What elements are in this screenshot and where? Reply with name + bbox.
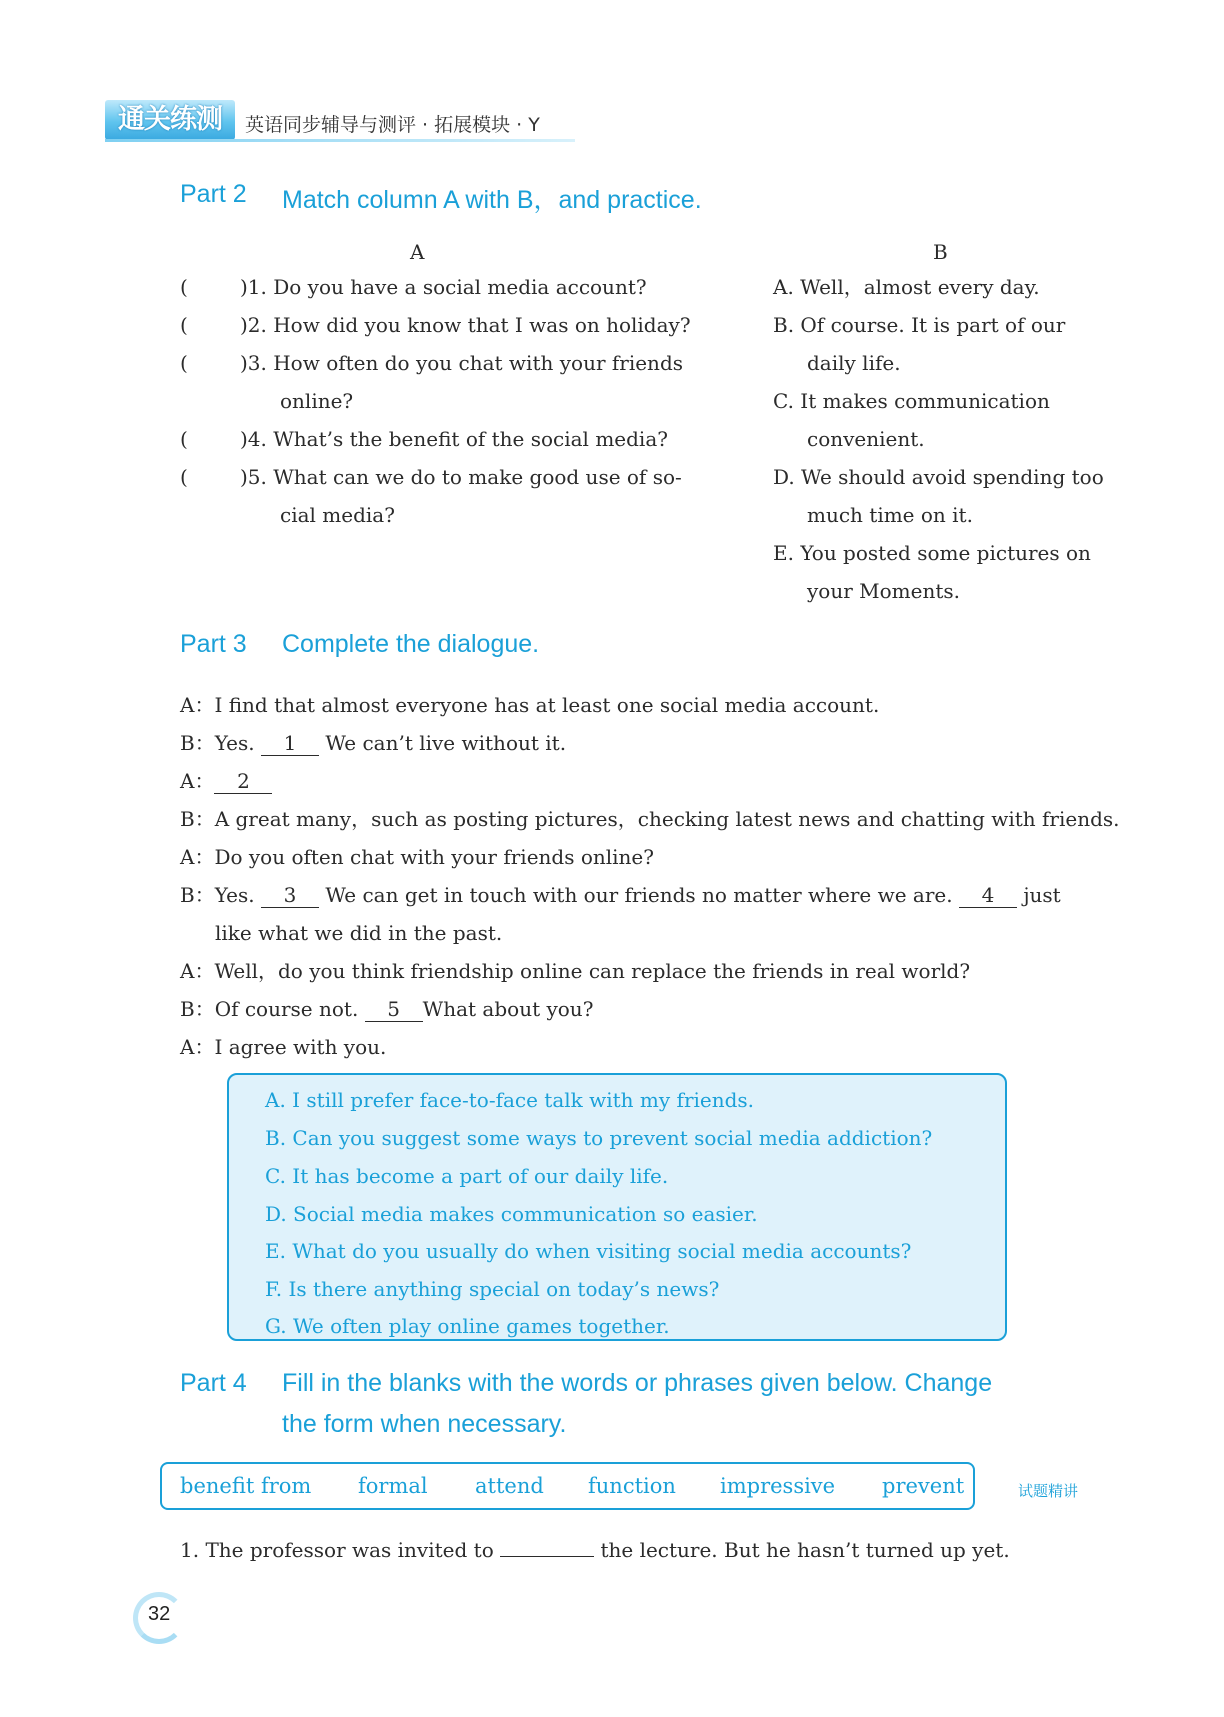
word-prevent: prevent [882,1474,965,1498]
question-2: )2. How did you know that I was on holiday? [240,313,691,337]
answer-paren-3: ( [180,351,188,375]
option-b: B. Can you suggest some ways to prevent social media addiction? [265,1126,933,1150]
question-text: 1. The professor was invited to [180,1538,501,1562]
part4-blank-1[interactable] [500,1556,594,1557]
word-bank-box [160,1462,975,1510]
blank-5[interactable]: 5 [365,997,423,1022]
answer-paren-4: ( [180,427,188,451]
part2-number: Part 2 [180,180,247,208]
option-f: F. Is there anything special on today’s news? [265,1277,720,1301]
dialogue-text: We can get in touch with our friends no matter where we are. [318,883,959,907]
dialogue-text: B：Yes. [180,731,261,755]
question-3: )3. How often do you chat with your friends [240,351,684,375]
dialogue-text: What about you? [422,997,594,1021]
answer-paren-5: ( [180,465,188,489]
dialogue-line-7: like what we did in the past. [215,921,503,945]
option-e: E. What do you usually do when visiting social media accounts? [265,1239,912,1263]
dialogue-text: B：Of course not. [180,997,365,1021]
dialogue-text: We can’t live without it. [318,731,567,755]
word-impressive: impressive [720,1474,836,1498]
answer-paren-2: ( [180,313,188,337]
dialogue-line-1: A：I find that almost everyone has at least one social media account. [180,693,880,717]
dialogue-line-6 [180,877,1061,913]
word-function: function [588,1474,676,1498]
answer-paren-1: ( [180,275,188,299]
option-c: C. It has become a part of our daily life. [265,1164,669,1188]
question-3-cont: online? [280,389,354,413]
column-a-heading: A [410,240,425,264]
dialogue-line-4: B：A great many，such as posting pictures，checking latest news and chatting with friends. [180,807,1120,831]
part4-number: Part 4 [180,1369,247,1397]
book-subtitle: 英语同步辅导与测评 · 拓展模块 · Y [245,114,540,136]
explanation-link[interactable]: 试题精讲 [1018,1482,1079,1500]
question-5: )5. What can we do to make good use of so- [240,465,682,489]
dialogue-line-10: A：I agree with you. [180,1035,387,1059]
word-attend: attend [475,1474,544,1498]
word-benefit-from: benefit from [180,1474,312,1498]
part4-heading-cont: the form when necessary. [282,1410,567,1438]
blank-2[interactable]: 2 [214,769,272,794]
word-formal: formal [358,1474,428,1498]
dialogue-line-5: A：Do you often chat with your friends online? [180,845,654,869]
answer-b: B. Of course. It is part of our [773,313,1066,337]
dialogue-options-box [227,1073,1007,1341]
part4-question-1 [180,1532,1010,1568]
answer-d-cont: much time on it. [807,503,973,527]
part3-heading: Complete the dialogue. [282,630,540,658]
dialogue-text: B：Yes. [180,883,261,907]
dialogue-text: A： [180,769,215,793]
part3-number: Part 3 [180,630,247,658]
part4-heading: Fill in the blanks with the words or phrases given below. Change [282,1369,993,1397]
question-1: )1. Do you have a social media account? [240,275,647,299]
question-5-cont: cial media? [280,503,395,527]
dialogue-line-2 [180,725,566,761]
blank-1[interactable]: 1 [261,731,319,756]
blank-3[interactable]: 3 [261,883,319,908]
dialogue-text: just [1016,883,1061,907]
answer-e: E. You posted some pictures on [773,541,1091,565]
book-logo: 通关练测 [105,100,235,140]
column-b-heading: B [933,240,948,264]
option-g: G. We often play online games together. [265,1314,670,1338]
option-d: D. Social media makes communication so easier. [265,1202,758,1226]
option-a: A. I still prefer face-to-face talk with my friends. [265,1088,755,1112]
question-text: the lecture. But he hasn’t turned up yet. [594,1538,1010,1562]
dialogue-line-3 [180,763,272,799]
answer-a: A. Well，almost every day. [773,275,1040,299]
header-divider [105,139,575,142]
answer-c-cont: convenient. [807,427,925,451]
dialogue-line-9 [180,991,593,1027]
answer-b-cont: daily life. [807,351,901,375]
page-number: 32 [148,1603,171,1625]
answer-c: C. It makes communication [773,389,1050,413]
answer-e-cont: your Moments. [807,579,960,603]
blank-4[interactable]: 4 [959,883,1017,908]
dialogue-line-8: A：Well，do you think friendship online can replace the friends in real world? [180,959,971,983]
answer-d: D. We should avoid spending too [773,465,1104,489]
part2-heading: Match column A with B，and practice. [282,186,702,214]
question-4: )4. What’s the benefit of the social media? [240,427,668,451]
